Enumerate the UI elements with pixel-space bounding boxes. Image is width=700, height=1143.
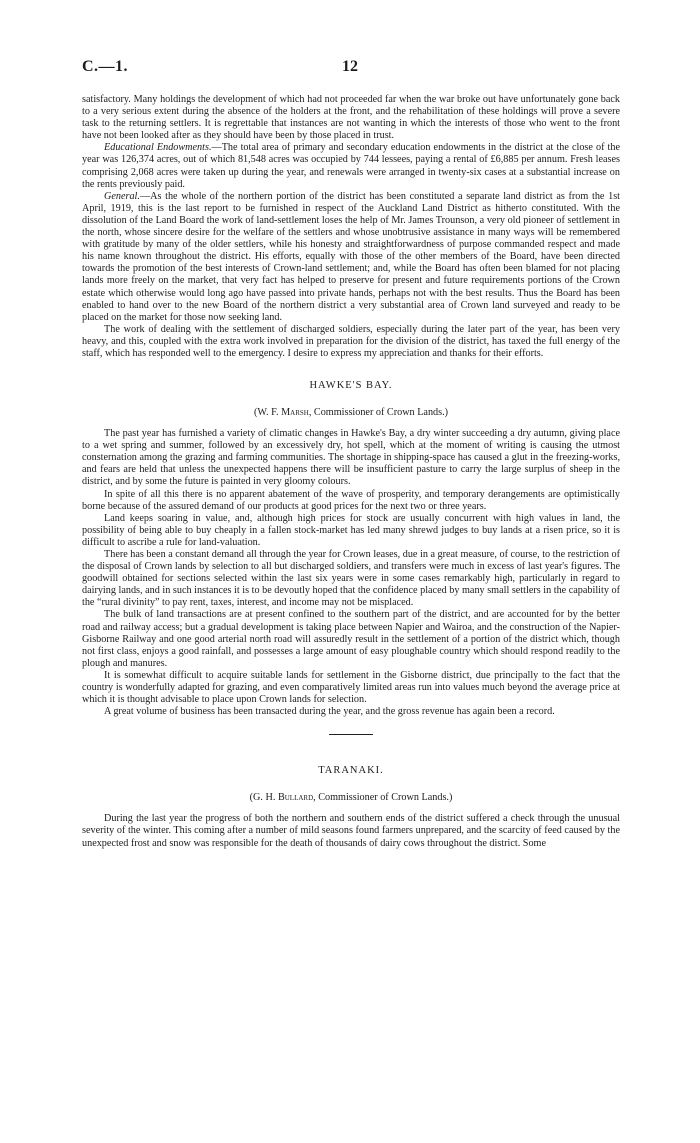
page-number: 12 — [342, 58, 358, 75]
hawkes-bay-paragraph-5: The bulk of land transactions are at present confined to the southern part of the district, and are accounted for by the better road and railway access; but a gradual development is taking place between Napier and Wairoa, and the construction of the Napier-Gisborne Railway and one good arterial north road will assuredly result in the settlement of a portion of the district which, though not first class, enjoys a good rainfall, and possesses a large amount of easy ploughable country which should respond readily to the plough and manures. — [82, 609, 620, 669]
section-divider — [329, 734, 373, 735]
education-endowments-paragraph — [82, 142, 620, 190]
section-heading-hawkes-bay: HAWKE'S BAY. — [309, 380, 393, 392]
general-paragraph — [82, 191, 620, 324]
hawkes-bay-paragraph-6: It is somewhat difficult to acquire suitable lands for settlement in the Gisborne district, due principally to the fact that the country is wonderfully adapted for grazing, and even comparatively limited areas run into values much beyond the average price at which it is thought advisable to place upon Crown lands for selection. — [82, 669, 620, 706]
education-endowments-text: —The total area of primary and secondary education endowments in the district at the close of the year was 126,374 acres, out of which 81,548 acres was occupied by 744 lessees, paying a rental of £6,885 per annum. Fresh leases comprising 2,068 acres were taken up during the year, and renewals were arranged in twenty-six cases at a substantial increase on the rents previously paid. — [82, 142, 620, 190]
page-header — [82, 58, 618, 80]
byline-rest: , Commissioner of Crown Lands.) — [308, 407, 449, 419]
byline-hawkes-bay — [82, 407, 620, 418]
byline-name: Bullard — [277, 792, 314, 804]
intro-paragraph-1: satisfactory. Many holdings the development of which had not proceeded far when the war broke out have unfortunately gone back to a very serious extent during the absence of the holders at the front, and the rehabilitation of these holdings will prove a severe task to the returning settlers. It is regrettable that instances are not wanting in which the interests of those who went to the front have not been looked after as they should have been by those placed in trust. — [82, 94, 620, 142]
education-endowments-lead: Educational Endowments. — [104, 142, 212, 154]
general-lead: General. — [104, 190, 140, 202]
hawkes-bay-paragraph-3: Land keeps soaring in value, and, although high prices for stock are usually concurrent with high values in land, the possibility of being able to buy cheaply in a fallen stock-market has led many shrewd judges to buy lands at a risen price, so it is difficult to ascribe a rule for land-valuation. — [82, 512, 620, 548]
byline-rest: , Commissioner of Crown Lands.) — [313, 792, 453, 804]
page-body — [82, 94, 620, 850]
document-reference: C.—1. — [82, 58, 129, 75]
byline-open: (G. H. — [249, 792, 278, 804]
byline-name: Marsh — [281, 407, 309, 419]
byline-taranaki — [82, 792, 620, 803]
hawkes-bay-paragraph-2: In spite of all this there is no apparent abatement of the wave of prosperity, and temporary derangements are optimistically borne because of the assured demand of our products at good prices for the next two or three years. — [82, 488, 620, 512]
hawkes-bay-paragraph-1: The past year has furnished a variety of climatic changes in Hawke's Bay, a dry winter succeeding a dry autumn, giving place to a wet spring and summer, followed by an excessively dry, hot spell, which at the moment of writing is causing the utmost consternation among the grazing and farming communities. The shortage in shipping-space has caused a glut in the freezing-works, and fears are held that unless the unexpected happens there will be insufficient pasture to carry the large surplus of sheep in the district, and by some the future is painted in very gloomy colours. — [82, 428, 620, 488]
section-heading-taranaki: TARANAKI. — [318, 765, 384, 777]
taranaki-paragraph-1: During the last year the progress of both the northern and southern ends of the district suffered a check through the unusual severity of the winter. This coming after a number of mild seasons found farmers unprepared, and the scarcity of feed caused by the unexpected frost and snow was responsible for the death of thousands of dairy cows throughout the district. Some — [82, 813, 620, 849]
intro-paragraph-4: The work of dealing with the settlement of discharged soldiers, especially during the later part of the year, has been very heavy, and this, coupled with the extra work involved in preparation for the division of the district, has taxed the full energy of the staff, which has responded well to the emergency. I desire to express my appreciation and thanks for their efforts. — [82, 323, 620, 359]
general-text: —As the whole of the northern portion of the district has been constituted a separate land district as from the 1st April, 1919, this is the last report to be furnished in respect of the Auckland Land District as hitherto constituted. With the dissolution of the Land Board the work of land-settlement loses the help of Mr. James Trounson, a very old pioneer of settlement in the north, whose sincere desire for the welfare of the settlers and whose unobtrusive assistance in many ways will be remembered with gratitude by many of the older settlers, while his honesty and straightforwardness of purpose commanded respect and made his name known throughout the district. His efforts, equally with those of the other members of the Board, have been directed towards the promotion of the best interests of Crown-land settlement; and, while the Board has often been blamed for not placing lands more freely on the market, that very fact has helped to preserve for present and future requirements portions of the Crown estate which otherwise would long ago have passed into private hands, perhaps not with the best results. Thus the Board has been enabled to hand over to the new Board of the northern district a very substantial area of Crown land surveyed and ready to be placed on the market for those now seeking land. — [82, 190, 620, 323]
byline-open: (W. F. — [253, 407, 282, 419]
hawkes-bay-paragraph-7: A great volume of business has been transacted during the year, and the gross revenue has again been a record. — [104, 706, 555, 718]
hawkes-bay-paragraph-4: There has been a constant demand all through the year for Crown leases, due in a great measure, of course, to the restriction of the disposal of Crown lands by selection to all but discharged soldiers, and transfers were much in excess of last year's figures. The goodwill obtained for sections selected within the last six years were in some cases remarkably high, particularly in regard to dairying lands, and in such instances it is to be devoutly hoped that the confidence placed by many small settlers in the capability of the “rural divinity” to pay rent, taxes, interest, and income may not be misplaced. — [82, 549, 620, 609]
